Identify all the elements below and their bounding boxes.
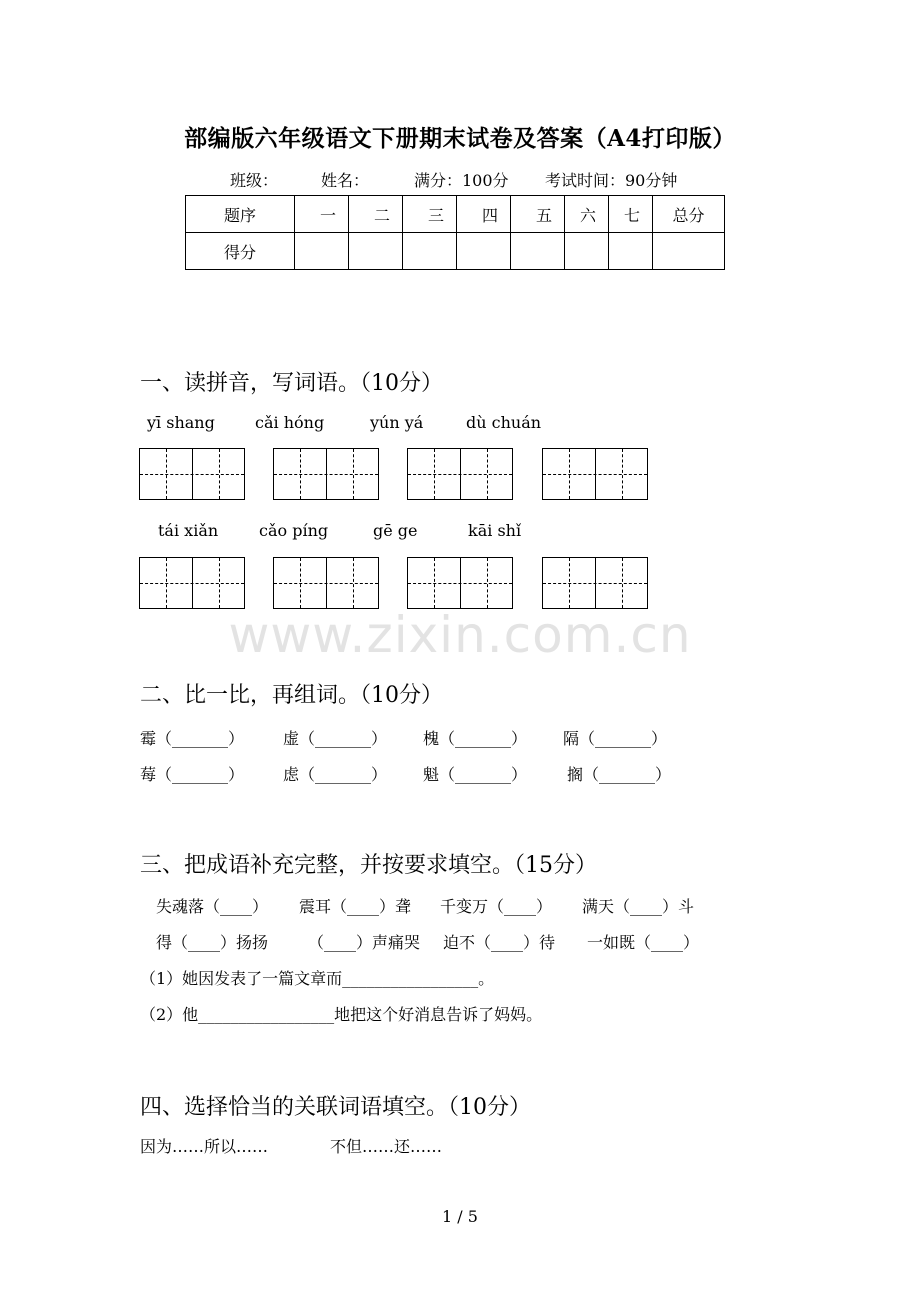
writing-grid[interactable] <box>542 557 648 609</box>
pinyin-label: yún yá <box>370 413 424 432</box>
compare-word-blank[interactable]: 搁（_______） <box>567 765 672 784</box>
score-input-cell[interactable] <box>511 233 565 270</box>
name-label: 姓名： <box>321 171 370 190</box>
idiom-blank[interactable]: 失魂落（____） <box>156 897 269 916</box>
score-input-cell[interactable] <box>349 233 403 270</box>
compare-word-blank[interactable]: 槐（_______） <box>423 729 528 748</box>
writing-grid[interactable] <box>273 448 379 500</box>
score-header-cell: 总分 <box>653 196 725 233</box>
idiom-blank[interactable]: 震耳（____）聋 <box>299 897 412 916</box>
section-2-heading: 二、比一比，再组词。（10分） <box>140 683 443 708</box>
idiom-blank[interactable]: 千变万（____） <box>440 897 553 916</box>
pinyin-label: gē ge <box>373 521 418 540</box>
writing-grid[interactable] <box>139 448 245 500</box>
writing-grid[interactable] <box>407 448 513 500</box>
pinyin-label: cǎo píng <box>259 521 329 540</box>
conjunction-option: 因为……所以…… <box>140 1137 269 1156</box>
score-table <box>185 195 725 270</box>
score-input-cell[interactable] <box>295 233 349 270</box>
conjunction-option: 不但……还…… <box>330 1137 443 1156</box>
compare-word-blank[interactable]: 隔（_______） <box>563 729 668 748</box>
score-input-cell[interactable] <box>457 233 511 270</box>
score-header-cell: 题序 <box>186 196 295 233</box>
idiom-blank[interactable]: （____）声痛哭 <box>308 933 421 952</box>
writing-grid[interactable] <box>273 557 379 609</box>
idiom-blank[interactable]: 一如既（____） <box>587 933 700 952</box>
score-table-score-row <box>186 233 725 270</box>
writing-grid[interactable] <box>542 448 648 500</box>
class-label: 班级： <box>230 171 279 190</box>
pinyin-label: tái xiǎn <box>158 521 219 540</box>
score-header-cell: 七 <box>609 196 653 233</box>
score-header-cell: 四 <box>457 196 511 233</box>
section-3-heading: 三、把成语补充完整，并按要求填空。（15分） <box>140 853 597 878</box>
score-input-cell[interactable] <box>653 233 725 270</box>
pinyin-label: kāi shǐ <box>468 521 522 540</box>
pinyin-label: cǎi hóng <box>255 413 325 432</box>
score-input-cell[interactable] <box>609 233 653 270</box>
score-row-label: 得分 <box>186 233 295 270</box>
score-input-cell[interactable] <box>403 233 457 270</box>
fill-sentence-1[interactable]: （1）她因发表了一篇文章而_________________。 <box>140 969 495 988</box>
idiom-blank[interactable]: 满天（____）斗 <box>582 897 695 916</box>
page-title: 部编版六年级语文下册期末试卷及答案（A4打印版） <box>184 125 736 152</box>
compare-word-blank[interactable]: 莓（_______） <box>140 765 245 784</box>
idiom-blank[interactable]: 得（____）扬扬 <box>156 933 269 952</box>
page-number: 1 / 5 <box>442 1207 478 1226</box>
full-score-label: 满分：100分 <box>414 171 509 190</box>
score-header-cell: 一 <box>295 196 349 233</box>
pinyin-label: dù chuán <box>466 413 542 432</box>
score-header-cell: 五 <box>511 196 565 233</box>
section-4-heading: 四、选择恰当的关联词语填空。（10分） <box>140 1095 531 1120</box>
fill-sentence-2[interactable]: （2）他_________________地把这个好消息告诉了妈妈。 <box>140 1005 543 1024</box>
watermark: www.zixin.com.cn <box>228 606 692 664</box>
section-1-heading: 一、读拼音，写词语。（10分） <box>140 371 443 396</box>
writing-grid[interactable] <box>407 557 513 609</box>
writing-grid[interactable] <box>139 557 245 609</box>
pinyin-label: yī shang <box>147 413 215 432</box>
score-header-cell: 二 <box>349 196 403 233</box>
compare-word-blank[interactable]: 魁（_______） <box>423 765 528 784</box>
compare-word-blank[interactable]: 霉（_______） <box>140 729 245 748</box>
exam-time-label: 考试时间：90分钟 <box>545 171 678 190</box>
score-input-cell[interactable] <box>565 233 609 270</box>
compare-word-blank[interactable]: 虚（_______） <box>283 729 388 748</box>
score-header-cell: 六 <box>565 196 609 233</box>
compare-word-blank[interactable]: 虑（_______） <box>283 765 388 784</box>
idiom-blank[interactable]: 迫不（____）待 <box>443 933 556 952</box>
score-table-header-row <box>186 196 725 233</box>
score-header-cell: 三 <box>403 196 457 233</box>
